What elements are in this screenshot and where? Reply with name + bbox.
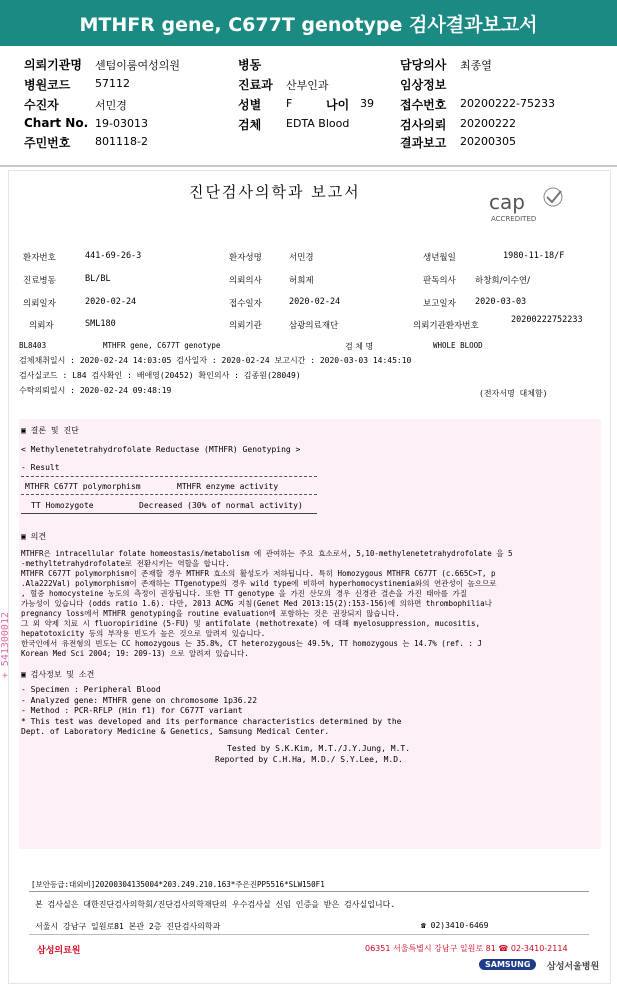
info-label: 의뢰일자 (23, 299, 56, 309)
divider (29, 934, 589, 935)
info-label: 의뢰의사 (229, 276, 262, 286)
info-label: 의뢰기관환자번호 (413, 321, 479, 331)
test-info-line: - Analyzed gene: MTHFR gene on chromosome 1p36.22 (21, 695, 258, 705)
info-value: 삼광의료재단 (289, 321, 339, 331)
header-label: 성별 (238, 98, 262, 112)
info-label: 진료병동 (23, 276, 56, 286)
footer-brand: 삼성의료원 (37, 946, 81, 956)
header-label: 담당의사 (400, 58, 447, 72)
opinion-line: MTHFR C677T polymorphism이 존재할 경우 MTHFR 효소의 활성도가 저하됩니다. 특히 Homozygous MTHFR C677T (c.665C>T, p (21, 569, 496, 578)
header-value: 20200222-75233 (460, 97, 555, 110)
divider (21, 494, 317, 495)
info-value: 2020-03-03 (475, 297, 527, 307)
info-label: 환자번호 (23, 253, 56, 263)
hospital-name: 삼성서울병원 (547, 962, 600, 972)
opinion-line: 그 외 약제 치료 시 fluoropiridine (5-FU) 및 antifolate (methotrexate) 에 대해 myelosuppression, mucositis, (21, 619, 480, 628)
e-sign-note: (전자서명 대체함) (479, 389, 548, 398)
security-line: [보안등급:대외비]20200304135004*203.249.210.163*주은진PP5516*SLW150F1 (31, 880, 325, 889)
test-name: MTHFR gene, C677T genotype (103, 341, 221, 350)
info-label: 보고일자 (423, 299, 456, 309)
info-value: 441-69-26-3 (85, 251, 142, 261)
test-info-line: - Method : PCR-RFLP (Hin f1) for C677T variant (21, 706, 243, 715)
divider (21, 476, 317, 477)
certification-text: 본 검사실은 대한진단검사의학회/진단검사의학재단의 우수검사실 신임 인증을 받은 검사실입니다. (35, 900, 396, 909)
lab-address: 서울시 강남구 일원로81 본관 2층 진단검사의학과 (35, 922, 221, 931)
section-test-info: ▣ 검사정보 및 소견 (21, 670, 95, 679)
info-value: 서민경 (289, 253, 314, 263)
info-value: 20200222752233 (511, 315, 583, 325)
age-label: 나이 (326, 98, 350, 112)
lab-report-document (8, 170, 611, 984)
header-label: 임상정보 (400, 78, 447, 92)
divider (29, 891, 589, 892)
report-row: 수탁의뢰일시 : 2020-02-24 09:48:19 (19, 386, 172, 395)
header-label: 접수번호 (400, 98, 447, 112)
header-value: 20200305 (460, 135, 516, 148)
opinion-line: Korean Med Sci 2004; 19: 209-13) 으로 알려져 있습니다. (21, 649, 249, 658)
age-value: 39 (360, 97, 374, 110)
info-value: 2020-02-24 (85, 297, 137, 307)
header-label: 의뢰기관명 (24, 58, 82, 72)
opinion-line: , 혈중 homocysteine 농도의 측정이 권장됩니다. 또한 TT genotype 을 가진 산모의 경우 신경관 결손을 가진 태아를 가질 (21, 589, 467, 598)
opinion-line: MTHFR은 intracellular folate homeostasis/metabolism 에 관여하는 주요 효소로서, 5,10-methylenetetrahydrofolate 을 5 (21, 549, 513, 558)
info-label: 의뢰기관 (229, 321, 262, 331)
cap-sub-text: ACCREDITED (491, 215, 537, 223)
header-label: 결과보고 (400, 136, 447, 150)
header-divider (0, 165, 617, 167)
request-header (0, 50, 617, 160)
header-label: 진료과 (238, 78, 273, 92)
info-label: 판독의사 (423, 276, 456, 286)
header-label: 검체 (238, 118, 262, 132)
cap-accredited-logo (487, 185, 577, 225)
info-label: 생년월일 (423, 253, 456, 263)
lab-phone: ☎ 02)3410-6469 (421, 921, 489, 930)
report-banner (0, 0, 617, 46)
test-code: BL8403 (19, 341, 47, 350)
opinion-line: 한국인에서 유전형의 빈도는 CC homozygous 는 35.8%, CT heterozygous는 49.5%, TT homozygous 는 14.7% (ref. : J (21, 639, 482, 648)
header-label: Chart No. (24, 116, 89, 130)
header-value: 서민경 (95, 99, 127, 112)
cap-logo-icon (487, 185, 577, 225)
opinion-line: .Ala222Val) polymorphism이 존재하는 TTgenotype의 경우 wild type에 비하여 hyperhomocystinemia와의 연관성이 높으므로 (21, 579, 497, 588)
info-label: 환자성명 (229, 253, 262, 263)
info-label: 의뢰자 (29, 321, 54, 331)
section-conclusion: ▣ 결론 및 진단 (21, 426, 79, 435)
header-value: 20200222 (460, 117, 516, 130)
opinion-line: hepatotoxicity 등의 부작용 빈도가 높은 것으로 알려져 있습니다. (21, 629, 266, 638)
opinion-line: -methyltetrahydrofolate로 전환시키는 역할을 합니다. (21, 559, 230, 568)
result-genotype: TT Homozygote (31, 501, 94, 510)
opinion-line: pregnancy loss에서 MTHFR genotyping을 routine evaluation에 포함하는 것은 권장되지 않습니다. (21, 609, 400, 618)
header-value: 801118-2 (95, 135, 148, 148)
header-label: 주민번호 (24, 136, 71, 150)
test-heading: < Methylenetetrahydrofolate Reductase (MTHFR) Genotyping > (21, 445, 301, 454)
tested-by: Tested by S.K.Kim, M.T./J.Y.Jung, M.T. (227, 744, 411, 753)
side-tracking-number: + 541300012 (0, 612, 11, 679)
footer-address: 06351 서울특별시 강남구 일원로 81 ☎ 02-3410-2114 (365, 944, 568, 953)
test-info-line: Dept. of Laboratory Medicine & Genetics, Samsung Medical Center. (21, 727, 330, 736)
result-header: MTHFR enzyme activity (177, 482, 279, 491)
info-value: 허희제 (289, 276, 314, 286)
header-value: 센텀이룸여성의원 (95, 59, 181, 72)
specimen-value: WHOLE BLOOD (433, 341, 483, 350)
opinion-line: 가능성이 있습니다 (odds ratio 1.6). 다만, 2013 ACMG 지침(Genet Med 2013:15(2):153-156)에 의하면 thrombophilia나 (21, 599, 492, 608)
header-label: 병원코드 (24, 78, 71, 92)
test-info-list (21, 685, 402, 738)
result-header: MTHFR C677T polymorphism (25, 482, 141, 491)
divider (21, 513, 317, 514)
info-value: 하창희/이수연/ (475, 276, 530, 286)
result-label: - Result (21, 463, 60, 472)
opinion-text (21, 549, 513, 659)
cap-logo-text: cap (489, 190, 525, 214)
info-label: 접수일자 (229, 299, 262, 309)
header-label: 수진자 (24, 98, 59, 112)
test-info-line: * This test was developed and its performance characteristics determined by the (21, 716, 402, 726)
header-value: EDTA Blood (286, 117, 350, 130)
header-value: 산부인과 (286, 79, 329, 92)
result-activity: Decreased (30% of normal activity) (139, 501, 303, 510)
header-value: 57112 (95, 77, 130, 90)
info-value: 2020-02-24 (289, 297, 341, 307)
header-label: 검사의뢰 (400, 118, 447, 132)
report-row: 검체채취일시 : 2020-02-24 14:03:05 검사일자 : 2020-02-24 보고시간 : 2020-03-03 14:45:10 (19, 356, 412, 365)
header-value: F (286, 97, 293, 110)
banner-title: MTHFR gene, C677T genotype 검사결과보고서 (79, 13, 538, 36)
info-value: BL/BL (85, 274, 111, 284)
test-info-line: - Specimen : Peripheral Blood (21, 685, 161, 694)
specimen-label: 검 체 명 (345, 342, 374, 351)
samsung-logo: SAMSUNG (479, 959, 536, 970)
report-title: 진단검사의학과 보고서 (189, 183, 361, 201)
header-value: 19-03013 (95, 117, 148, 130)
header-label: 병동 (238, 58, 262, 72)
reported-by: Reported by C.H.Ha, M.D./ S.Y.Lee, M.D. (215, 755, 403, 764)
info-value: 1980-11-18/F (503, 251, 565, 261)
header-value: 최종열 (460, 59, 492, 72)
report-row: 검사실코드 : L84 검사확인 : 배애영(20452) 확인의사 : 김종원(28049) (19, 371, 301, 380)
info-value: SML180 (85, 319, 116, 329)
section-opinion: ▣ 의견 (21, 532, 47, 541)
